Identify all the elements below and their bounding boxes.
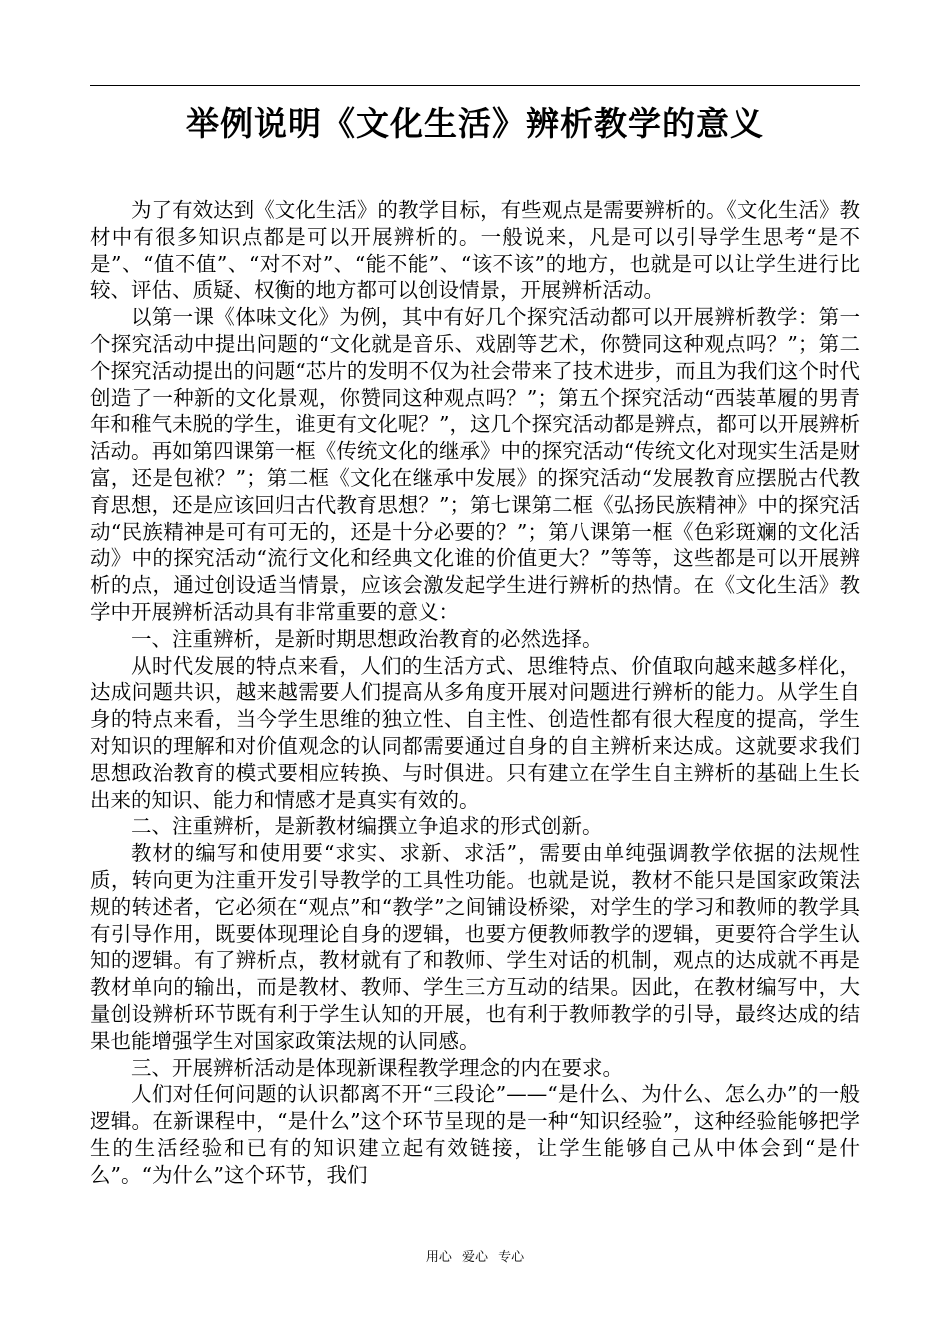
paragraph-intro: 为了有效达到《文化生活》的教学目标，有些观点是需要辨析的。《文化生活》教材中有很多知识点都是可以开展辨析的。一般说来，凡是可以引导学生思考“是不是”、“值不值”、“对不对”、“能不能”、“该不该”的地方，也就是可以让学生进行比较、评估、质疑、权衡的地方都可以创设情景，开展辨析活动。: [90, 198, 860, 303]
paragraph-example: 以第一课《体味文化》为例，其中有好几个探究活动都可以开展辨析教学：第一个探究活动中提出问题的“文化就是音乐、戏剧等艺术，你赞同这种观点吗？”；第二个探究活动提出的问题“芯片的发明不仅为社会带来了技术进步，而且为我们这个时代创造了一种新的文化景观，你赞同这种观点吗？”；第五个探究活动“西装革履的男青年和稚气未脱的学生，谁更有文化呢？”，这几个探究活动都是辨点，都可以开展辨析活动。再如第四课第一框《传统文化的继承》中的探究活动“传统文化对现实生活是财富，还是包袱？”；第二框《文化在继承中发展》的探究活动“发展教育应摆脱古代教育思想，还是应该回归古代教育思想？”；第七课第二框《弘扬民族精神》中的探究活动“民族精神是可有可无的，还是十分必要的？”；第八课第一框《色彩斑斓的文化活动》中的探究活动“流行文化和经典文化谁的价值更大？”等等，这些都是可以开展辨析的点，通过创设适当情景，应该会激发起学生进行辨析的热情。在《文化生活》教学中开展辨析活动具有非常重要的意义：: [90, 305, 860, 624]
paragraph-section-3: 人们对任何问题的认识都离不开“三段论”——“是什么、为什么、怎么办”的一般逻辑。在新课程中，“是什么”这个环节呈现的是一种“知识经验”，这种经验能够把学生的生活经验和已有的知识建立起有效链接，让学生能够自己从中体会到“是什么”。“为什么”这个环节，我们: [90, 1082, 860, 1187]
section-heading-1: 一、注重辨析，是新时期思想政治教育的必然选择。: [131, 626, 603, 651]
document-body: [90, 197, 860, 1188]
document-title: 举例说明《文化生活》辨析教学的意义: [186, 104, 764, 143]
paragraph-section-1: 从时代发展的特点来看，人们的生活方式、思维特点、价值取向越来越多样化，达成问题共识，越来越需要人们提高从多角度开展对问题进行辨析的能力。从学生自身的特点来看，当今学生思维的独立性、自主性、创造性都有很大程度的提高，学生对知识的理解和对价值观念的认同都需要通过自身的自主辨析来达成。这就要求我们思想政治教育的模式要相应转换、与时俱进。只有建立在学生自主辨析的基础上生长出来的知识、能力和情感才是真实有效的。: [90, 653, 860, 812]
page-footer: 用心 爱心 专心: [425, 1250, 525, 1265]
section-heading-3: 三、开展辨析活动是体现新课程教学理念的内在要求。: [131, 1055, 623, 1080]
paragraph-section-2: 教材的编写和使用要“求实、求新、求活”，需要由单纯强调教学依据的法规性质，转向更为注重开发引导教学的工具性功能。也就是说，教材不能只是国家政策法规的转述者，它必须在“观点”和“教学”之间铺设桥梁，对学生的学习和教师的教学具有引导作用，既要体现理论自身的逻辑，也要方便教师教学的逻辑，更要符合学生认知的逻辑。有了辨析点，教材就有了和教师、学生对话的机制，观点的达成就不再是教材单向的输出，而是教材、教师、学生三方互动的结果。因此，在教材编写中，大量创设辨析环节既有利于学生认知的开展，也有利于教师教学的引导，最终达成的结果也能增强学生对国家政策法规的认同感。: [90, 841, 860, 1053]
section-heading-2: 二、注重辨析，是新教材编撰立争追求的形式创新。: [131, 814, 603, 839]
header-rule: [90, 85, 860, 86]
